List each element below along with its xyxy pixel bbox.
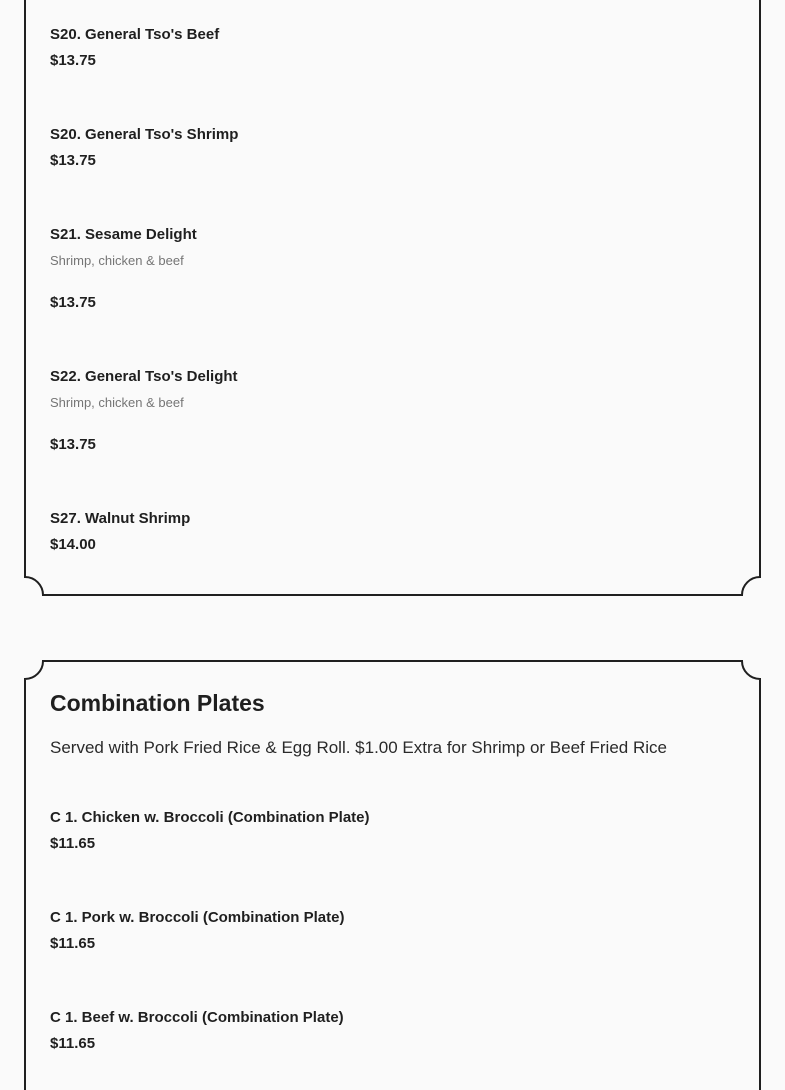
menu-section-combination — [50, 655, 740, 1090]
menu-item-description: Shrimp, chicken & beef — [50, 253, 184, 268]
menu-item-price: $13.75 — [50, 152, 96, 169]
section-subtitle: Served with Pork Fried Rice & Egg Roll. $1.00 Extra for Shrimp or Beef Fried Rice — [50, 738, 667, 757]
menu-item-price: $11.65 — [50, 935, 96, 952]
menu-item-name: C 1. Chicken w. Broccoli (Combination Plate) — [50, 809, 370, 826]
menu-section-specialties — [50, 0, 740, 600]
menu-item[interactable] — [50, 226, 740, 326]
menu-item-price: $11.65 — [50, 1035, 96, 1052]
menu-item-name: C 1. Pork w. Broccoli (Combination Plate) — [50, 909, 345, 926]
menu-item-name: C 1. Beef w. Broccoli (Combination Plate) — [50, 1009, 344, 1026]
menu-item-name: S20. General Tso's Shrimp — [50, 126, 239, 143]
menu-item-name: S21. Sesame Delight — [50, 226, 197, 243]
menu-item-name: S20. General Tso's Beef — [50, 26, 220, 43]
menu-item-price: $14.00 — [50, 536, 96, 553]
menu-item[interactable] — [50, 126, 740, 186]
section-title: Combination Plates — [50, 690, 265, 716]
menu-item-price: $13.75 — [50, 436, 96, 453]
menu-item-price: $13.75 — [50, 52, 96, 69]
menu-item[interactable] — [50, 809, 740, 869]
menu-item[interactable] — [50, 510, 740, 570]
menu-item-description: Shrimp, chicken & beef — [50, 395, 184, 410]
menu-item[interactable] — [50, 1009, 740, 1069]
menu-item-price: $13.75 — [50, 294, 96, 311]
menu-item-name: S27. Walnut Shrimp — [50, 510, 191, 527]
menu-item-price: $11.65 — [50, 835, 96, 852]
menu-item[interactable] — [50, 909, 740, 969]
menu-item[interactable] — [50, 26, 740, 86]
menu-item[interactable] — [50, 368, 740, 468]
menu-item-name: S22. General Tso's Delight — [50, 368, 238, 385]
